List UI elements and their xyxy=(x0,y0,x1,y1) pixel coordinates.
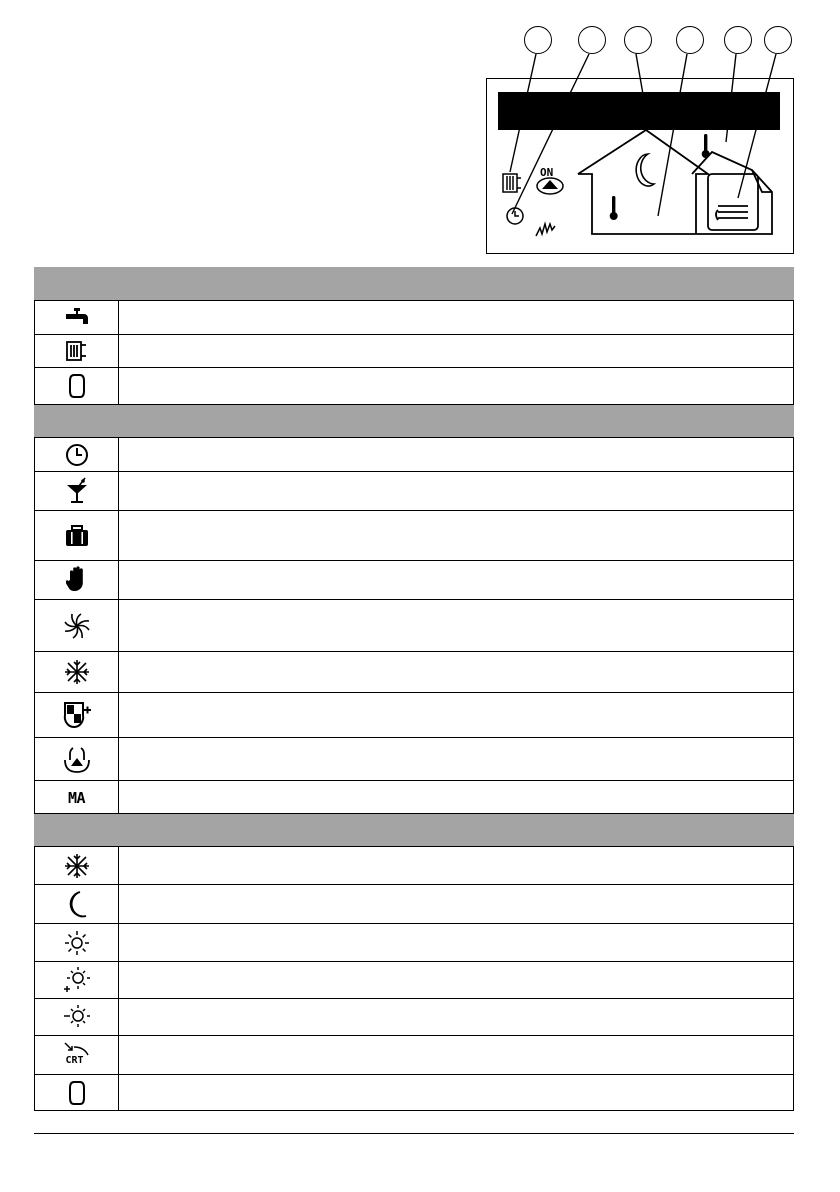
row-description xyxy=(119,999,794,1036)
table-row xyxy=(35,600,794,652)
table-row xyxy=(35,301,794,335)
row-description xyxy=(119,962,794,999)
display-diagram xyxy=(486,26,796,256)
row-description xyxy=(119,693,794,738)
row-description xyxy=(119,438,794,472)
sun-plus-icon xyxy=(63,966,91,994)
row-description xyxy=(119,885,794,924)
display-illustration xyxy=(486,26,796,256)
row-description xyxy=(119,600,794,652)
row-description xyxy=(119,1075,794,1111)
table-row xyxy=(35,652,794,693)
table-row xyxy=(35,561,794,600)
symbol-table xyxy=(34,267,794,1111)
row-description xyxy=(119,924,794,962)
row-description xyxy=(119,1036,794,1075)
table-row xyxy=(35,693,794,738)
sun-minus-icon xyxy=(63,1003,91,1031)
table-row xyxy=(35,962,794,999)
table-row xyxy=(35,847,794,885)
footer-rule xyxy=(34,1133,794,1134)
table-row xyxy=(35,885,794,924)
moon-icon xyxy=(66,890,88,918)
row-description xyxy=(119,738,794,781)
table-row xyxy=(35,511,794,561)
table-row xyxy=(35,438,794,472)
row-description xyxy=(119,511,794,561)
cocktail-glass-icon xyxy=(65,477,89,505)
crt-label: CRT xyxy=(65,1055,84,1066)
suitcase-icon xyxy=(64,524,90,548)
table-row xyxy=(35,368,794,405)
water-tap-icon xyxy=(64,307,90,329)
table-row xyxy=(35,924,794,962)
row-description xyxy=(119,781,794,814)
row-description xyxy=(119,368,794,405)
display-on-label: ON xyxy=(540,166,554,179)
section-header xyxy=(35,814,794,847)
row-description xyxy=(119,652,794,693)
rounded-bracket-icon xyxy=(68,1080,86,1106)
table-row xyxy=(35,781,794,814)
table-row xyxy=(35,738,794,781)
table-row xyxy=(35,999,794,1036)
clock-icon xyxy=(65,443,89,467)
hand-icon xyxy=(66,566,88,594)
section-header xyxy=(35,268,794,301)
sun-icon xyxy=(63,929,91,957)
table-row xyxy=(35,472,794,511)
row-description xyxy=(119,472,794,511)
row-description xyxy=(119,301,794,335)
table-row xyxy=(35,335,794,368)
radiator-icon xyxy=(65,340,89,362)
snowflake-icon xyxy=(63,658,91,686)
table-row xyxy=(35,1075,794,1111)
burner-flame-icon xyxy=(62,744,92,774)
crt-curve-icon xyxy=(62,1041,92,1069)
shield-plus-icon xyxy=(62,700,92,730)
row-description xyxy=(119,847,794,885)
row-description xyxy=(119,335,794,368)
ma-text-icon: MA xyxy=(67,788,86,807)
snowflake-icon xyxy=(63,852,91,880)
table-row xyxy=(35,1036,794,1075)
row-description xyxy=(119,561,794,600)
section-header xyxy=(35,405,794,438)
rounded-bracket-icon xyxy=(68,373,86,399)
fan-swirl-icon xyxy=(62,611,92,641)
